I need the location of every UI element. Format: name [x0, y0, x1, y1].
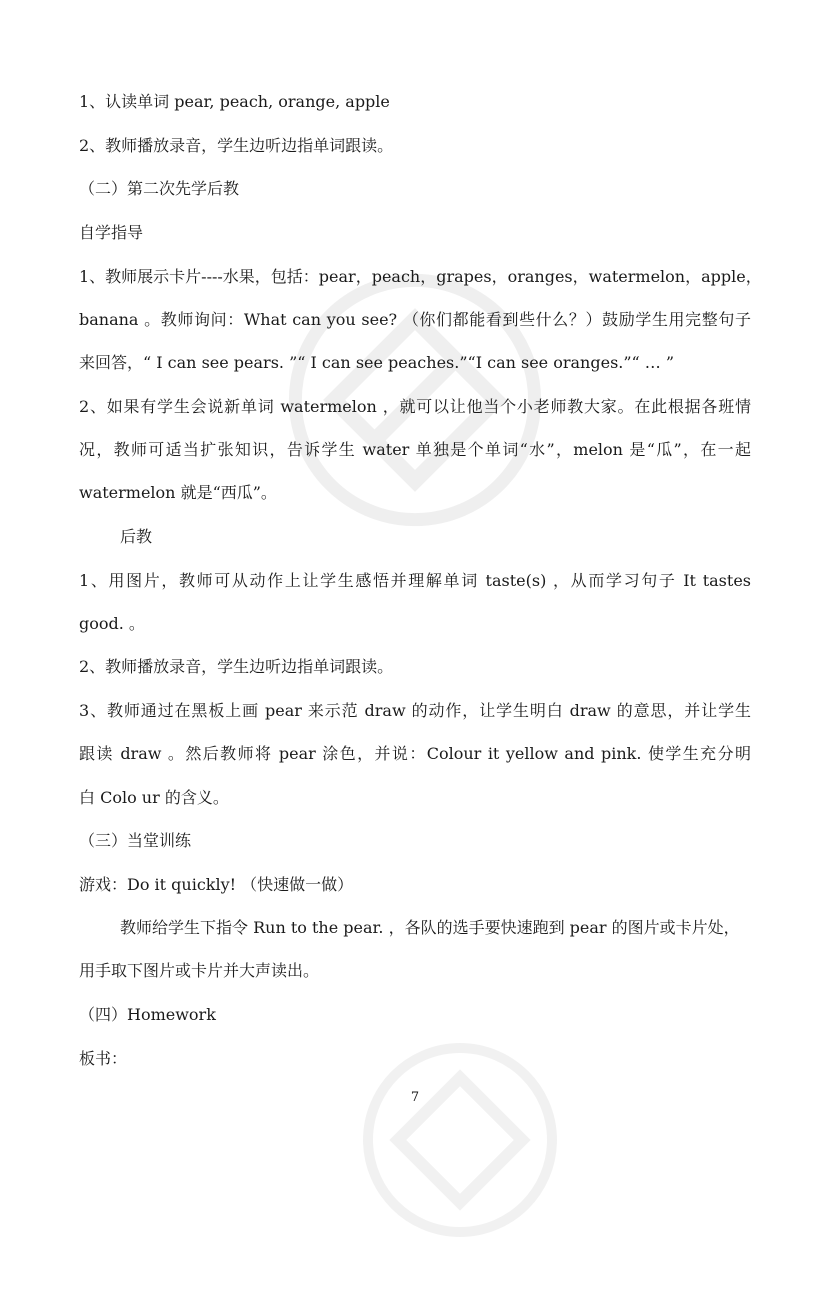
section-heading-2: （二）第二次先学后教	[79, 179, 240, 198]
page-number: 7	[410, 1090, 420, 1105]
section-heading-3: （三）当堂训练	[79, 831, 192, 850]
line-1: 1、认读单词 pear, peach, orange, apple	[79, 92, 390, 111]
line-14: 2、教师播放录音，学生边听边指单词跟读。	[79, 657, 394, 676]
blackboard-label: 板书：	[79, 1049, 128, 1068]
line-13: good. 。	[79, 614, 145, 633]
line-15: 3、教师通过在黑板上画 pear 来示范 draw 的动作，让学生明白 draw 的意思，并让学生	[79, 701, 751, 720]
line-19: 游戏：Do it quickly! （快速做一做）	[79, 875, 354, 894]
line-12: 1、用图片，教师可从动作上让学生感悟并理解单词 taste(s) ，从而学习句子 It tastes	[79, 571, 751, 590]
line-21: 用手取下图片或卡片并大声读出。	[79, 961, 320, 980]
line-17: 白 Colo ur 的含义。	[79, 788, 229, 807]
line-8: 2、如果有学生会说新单词 watermelon ，就可以让他当个小老师教大家。在此根据各班情	[79, 397, 751, 416]
line-6: banana 。教师询问：What can you see? （你们都能看到些什么？）鼓励学生用完整句子	[79, 310, 751, 329]
line-10: watermelon 就是“西瓜”。	[79, 483, 277, 502]
line-20: 教师给学生下指令 Run to the pear. ，各队的选手要快速跑到 pear 的图片或卡片处，	[120, 918, 740, 937]
line-7: 来回答，“ I can see pears. ”“ I can see peaches.”“I can see oranges.”“ … ”	[79, 353, 675, 372]
subheading-self-study: 自学指导	[79, 223, 144, 242]
subheading-teach-after: 后教	[120, 527, 153, 546]
section-heading-4: （四）Homework	[79, 1005, 216, 1024]
line-5: 1、教师展示卡片----水果，包括：pear，peach，grapes，oranges，watermelon，apple，	[79, 267, 762, 286]
line-9: 况，教师可适当扩张知识，告诉学生 water 单独是个单词“水”，melon 是“瓜”，在一起	[79, 440, 751, 459]
line-16: 跟读 draw 。然后教师将 pear 涂色，并说：Colour it yellow and pink. 使学生充分明	[79, 744, 751, 763]
line-2: 2、教师播放录音，学生边听边指单词跟读。	[79, 136, 394, 155]
